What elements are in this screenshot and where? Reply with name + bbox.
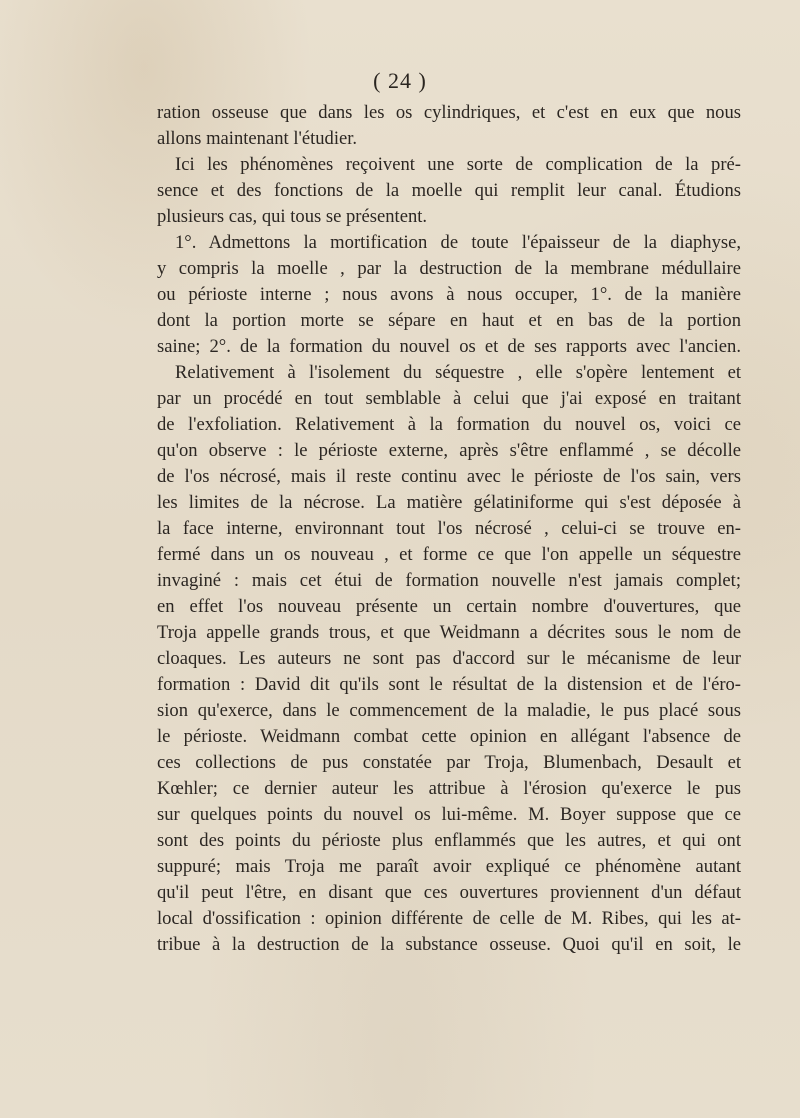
text-line: sence et des fonctions de la moelle qui remplit leur canal. Étudions <box>157 180 741 201</box>
text-line: plusieurs cas, qui tous se présentent. <box>157 206 428 227</box>
text-line: y compris la moelle , par la destruction de la membrane médullaire <box>157 258 741 279</box>
text-line: en effet l'os nouveau présente un certain nombre d'ouvertures, que <box>157 596 741 617</box>
text-line: les limites de la nécrose. La matière gélatiniforme qui s'est déposée à <box>157 492 741 513</box>
body-text <box>157 100 741 958</box>
text-line: local d'ossification : opinion différente de celle de M. Ribes, qui les at- <box>157 908 741 929</box>
text-line: la face interne, environnant tout l'os nécrosé , celui-ci se trouve en- <box>157 518 741 539</box>
text-line: sont des points du périoste plus enflammés que les autres, et qui ont <box>157 830 741 851</box>
text-line: fermé dans un os nouveau , et forme ce que l'on appelle un séquestre <box>157 544 741 565</box>
text-line: de l'exfoliation. Relativement à la formation du nouvel os, voici ce <box>157 414 741 435</box>
text-line: sur quelques points du nouvel os lui-même. M. Boyer suppose que ce <box>157 804 741 825</box>
text-line: cloaques. Les auteurs ne sont pas d'accord sur le mécanisme de leur <box>157 648 741 669</box>
text-line: qu'on observe : le périoste externe, après s'être enflammé , se décolle <box>157 440 741 461</box>
text-line: Kœhler; ce dernier auteur les attribue à l'érosion qu'exerce le pus <box>157 778 741 799</box>
text-line: formation : David dit qu'ils sont le résultat de la distension et de l'éro- <box>157 674 741 695</box>
page-number: ( 24 ) <box>373 68 427 93</box>
text-line: saine; 2°. de la formation du nouvel os et de ses rapports avec l'ancien. <box>157 336 741 357</box>
text-line: invaginé : mais cet étui de formation nouvelle n'est jamais complet; <box>157 570 741 591</box>
text-line: ces collections de pus constatée par Troja, Blumenbach, Desault et <box>157 752 741 773</box>
text-line: Troja appelle grands trous, et que Weidmann a décrites sous le nom de <box>157 622 741 643</box>
text-line: ration osseuse que dans les os cylindriques, et c'est en eux que nous <box>157 102 741 123</box>
text-line: sion qu'exerce, dans le commencement de la maladie, le pus placé sous <box>157 700 741 721</box>
text-line: le périoste. Weidmann combat cette opinion en allégant l'absence de <box>157 726 741 747</box>
text-line: dont la portion morte se sépare en haut et en bas de la portion <box>157 310 741 331</box>
text-line: qu'il peut l'être, en disant que ces ouvertures proviennent d'un défaut <box>157 882 741 903</box>
text-line: ou périoste interne ; nous avons à nous occuper, 1°. de la manière <box>157 284 741 305</box>
text-line: Relativement à l'isolement du séquestre , elle s'opère lentement et <box>175 362 741 383</box>
text-line: par un procédé en tout semblable à celui que j'ai exposé en traitant <box>157 388 741 409</box>
text-line: de l'os nécrosé, mais il reste continu avec le périoste de l'os sain, vers <box>157 466 741 487</box>
text-line: allons maintenant l'étudier. <box>157 128 358 149</box>
text-line: Ici les phénomènes reçoivent une sorte de complication de la pré- <box>175 154 741 175</box>
text-line: tribue à la destruction de la substance osseuse. Quoi qu'il en soit, le <box>157 934 741 955</box>
text-line: suppuré; mais Troja me paraît avoir expliqué ce phénomène autant <box>157 856 741 877</box>
text-line: 1°. Admettons la mortification de toute l'épaisseur de la diaphyse, <box>175 232 741 253</box>
